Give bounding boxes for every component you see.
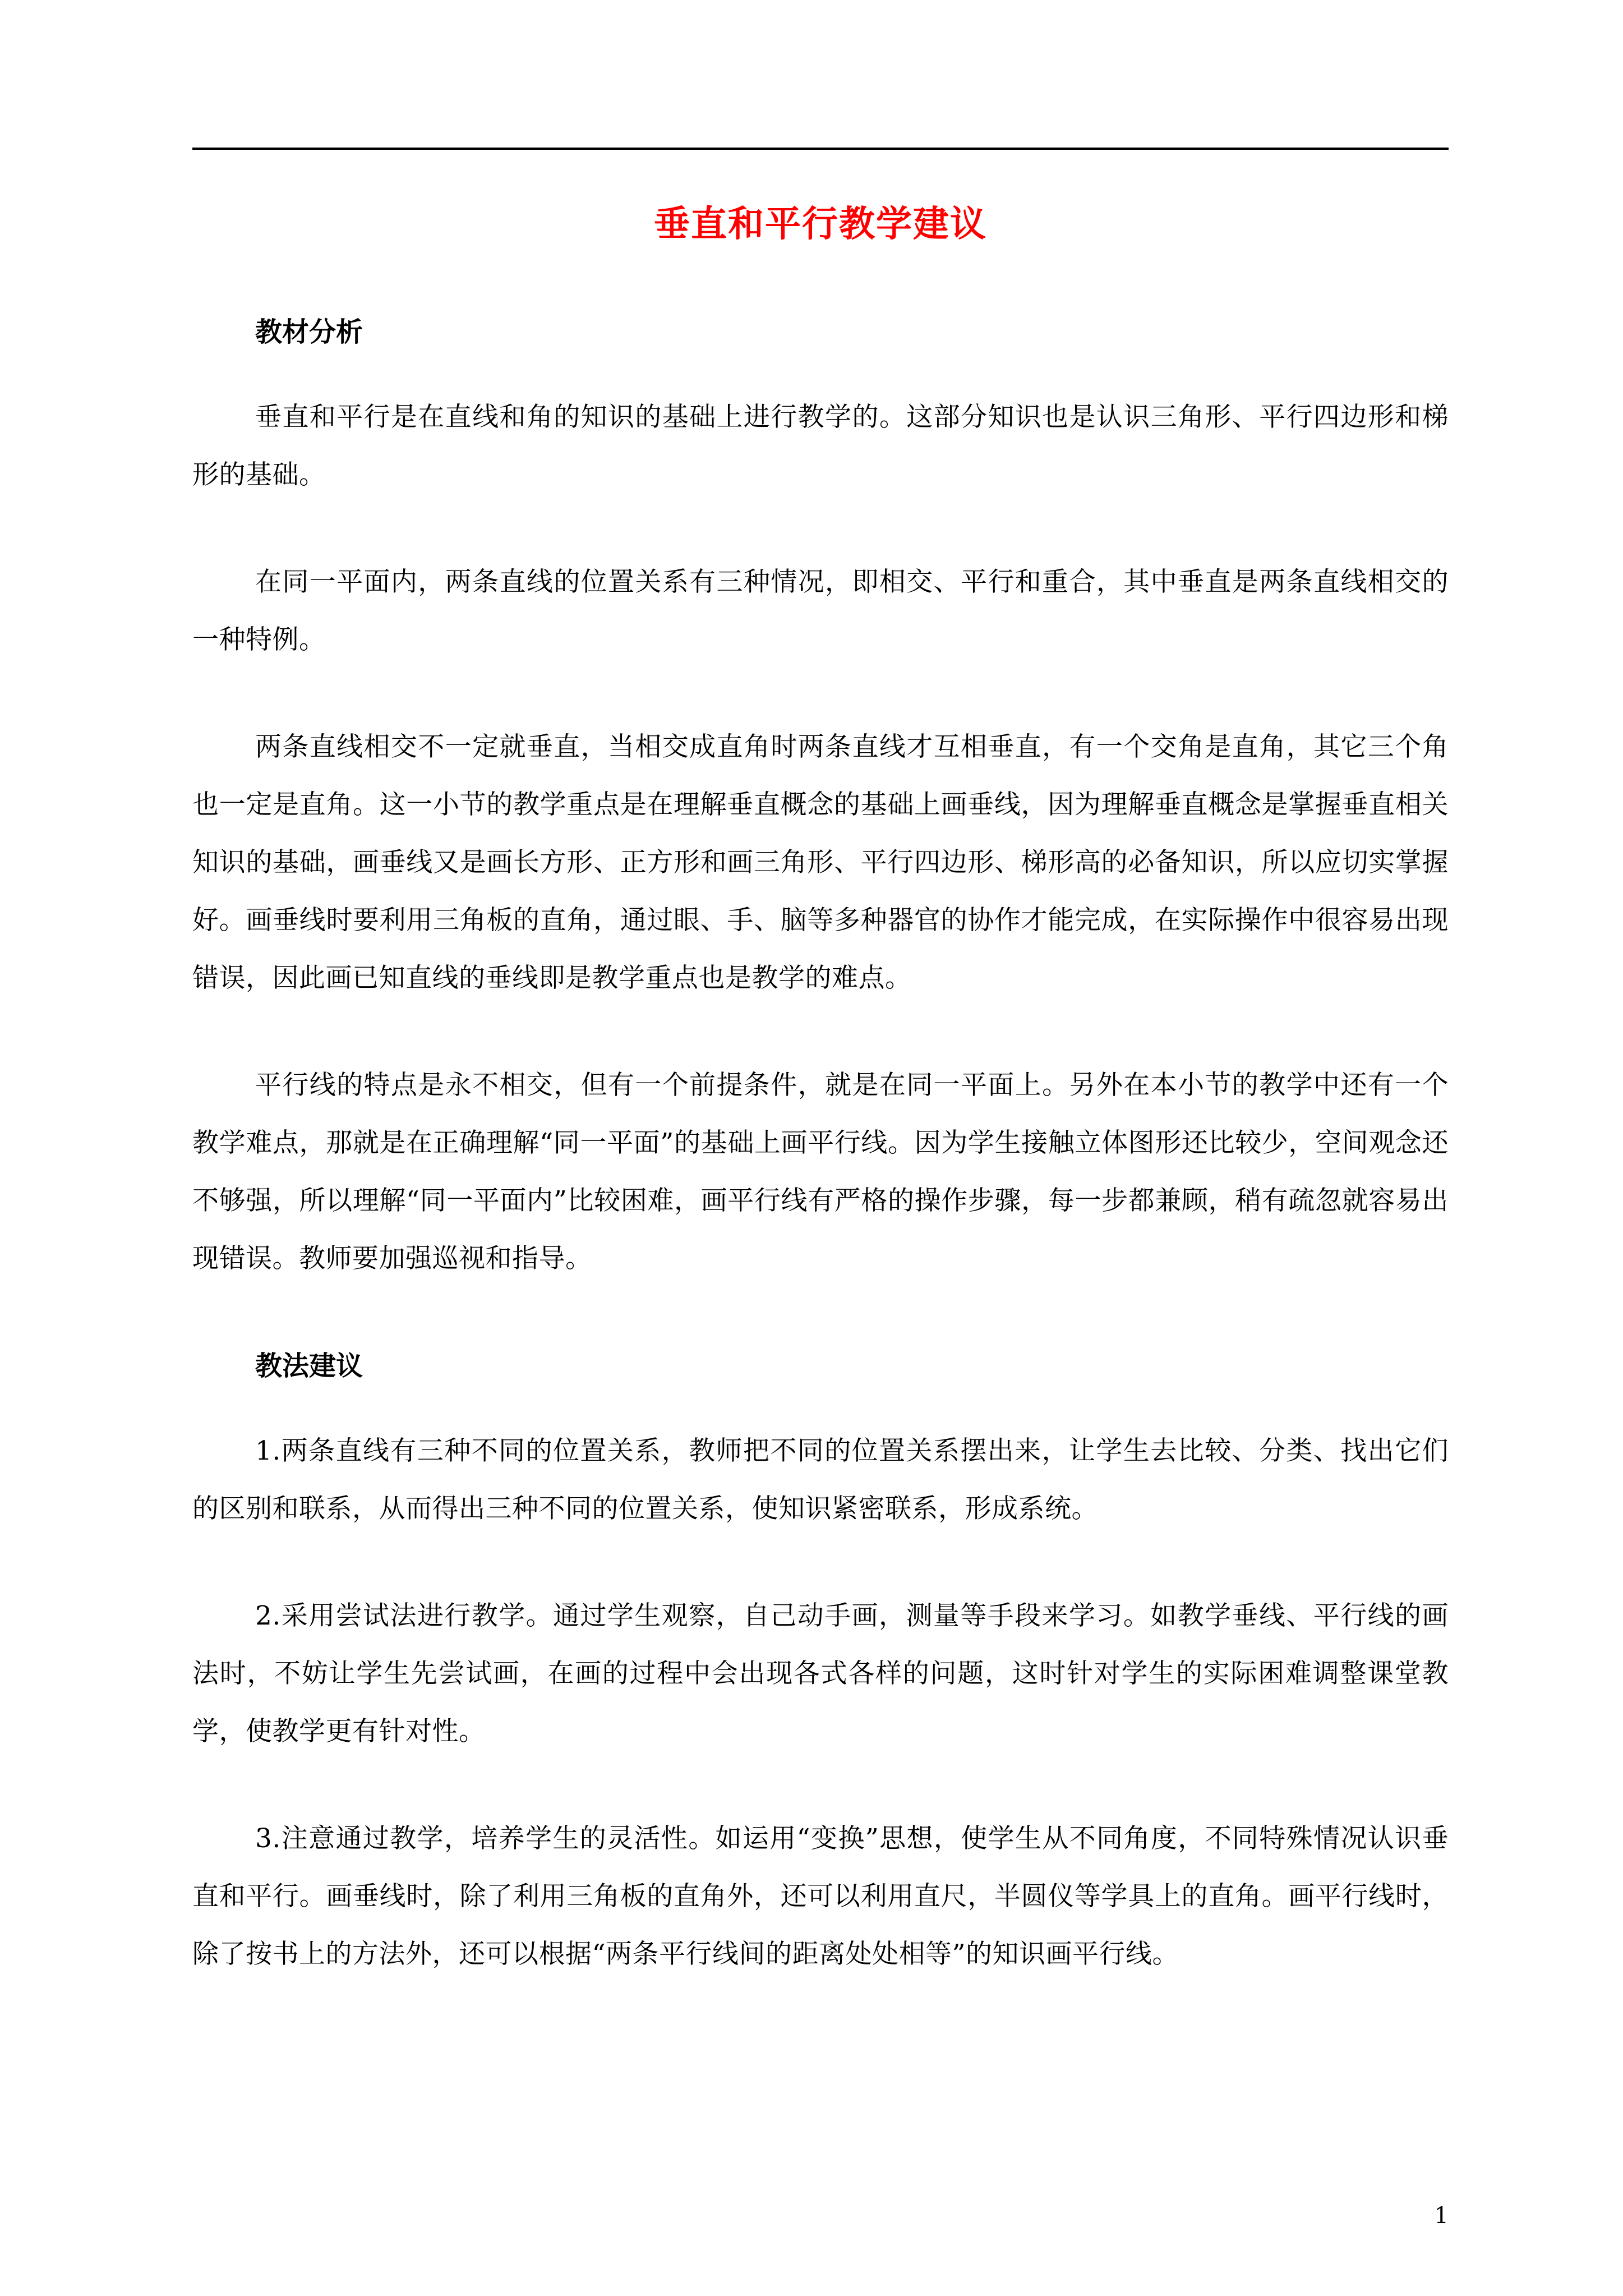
spacer [192,361,1449,388]
spacer [192,1760,1449,1810]
spacer [192,504,1449,553]
page-number: 1 [1434,2203,1449,2229]
document-body [192,303,1449,1983]
paragraph: 两条直线相交不一定就垂直，当相交成直角时两条直线才互相垂直，有一个交角是直角，其它三个角也一定是直角。这一小节的教学重点是在理解垂直概念的基础上画垂线，因为理解垂直概念是掌握垂直相关知识的基础，画垂线又是画长方形、正方形和画三角形、平行四边形、梯形高的必备知识，所以应切实掌握好。画垂线时要利用三角板的直角，通过眼、手、脑等多种器官的协作才能完成，在实际操作中很容易出现错误，因此画已知直线的垂线即是教学重点也是教学的难点。 [192,731,1449,993]
paragraph: 平行线的特点是永不相交，但有一个前提条件，就是在同一平面上。另外在本小节的教学中还有一个教学难点，那就是在正确理解“同一平面”的基础上画平行线。因为学生接触立体图形还比较少，空间观念还不够强，所以理解“同一平面内”比较困难，画平行线有严格的操作步骤，每一步都兼顾，稍有疏忽就容易出现错误。教师要加强巡视和指导。 [192,1070,1449,1274]
section-heading-teaching-suggestions: 教法建议 [255,1350,363,1382]
spacer [192,1287,1449,1337]
paragraph: 垂直和平行是在直线和角的知识的基础上进行教学的。这部分知识也是认识三角形、平行四边形和梯形的基础。 [192,402,1449,490]
paragraph: 2.采用尝试法进行教学。通过学生观察，自己动手画，测量等手段来学习。如教学垂线、平行线的画法时，不妨让学生先尝试画，在画的过程中会出现各式各样的问题，这时针对学生的实际困难调整课堂教学，使教学更有针对性。 [192,1600,1449,1747]
paragraph: 在同一平面内，两条直线的位置关系有三种情况，即相交、平行和重合，其中垂直是两条直线相交的一种特例。 [192,567,1449,655]
section-heading-material-analysis: 教材分析 [255,316,363,348]
spacer [192,669,1449,718]
spacer [192,1538,1449,1587]
document-title: 垂直和平行教学建议 [654,203,987,245]
spacer [192,1395,1449,1422]
paragraph: 3.注意通过教学，培养学生的灵活性。如运用“变换”思想，使学生从不同角度，不同特殊情况认识垂直和平行。画垂线时，除了利用三角板的直角外，还可以利用直尺，半圆仪等学具上的直角。画平行线时，除了按书上的方法外，还可以根据“两条平行线间的距离处处相等”的知识画平行线。 [192,1823,1449,1970]
spacer [192,1007,1449,1056]
paragraph: 1.两条直线有三种不同的位置关系，教师把不同的位置关系摆出来，让学生去比较、分类、找出它们的区别和联系，从而得出三种不同的位置关系，使知识紧密联系，形成系统。 [192,1435,1449,1524]
header-rule [192,148,1449,150]
